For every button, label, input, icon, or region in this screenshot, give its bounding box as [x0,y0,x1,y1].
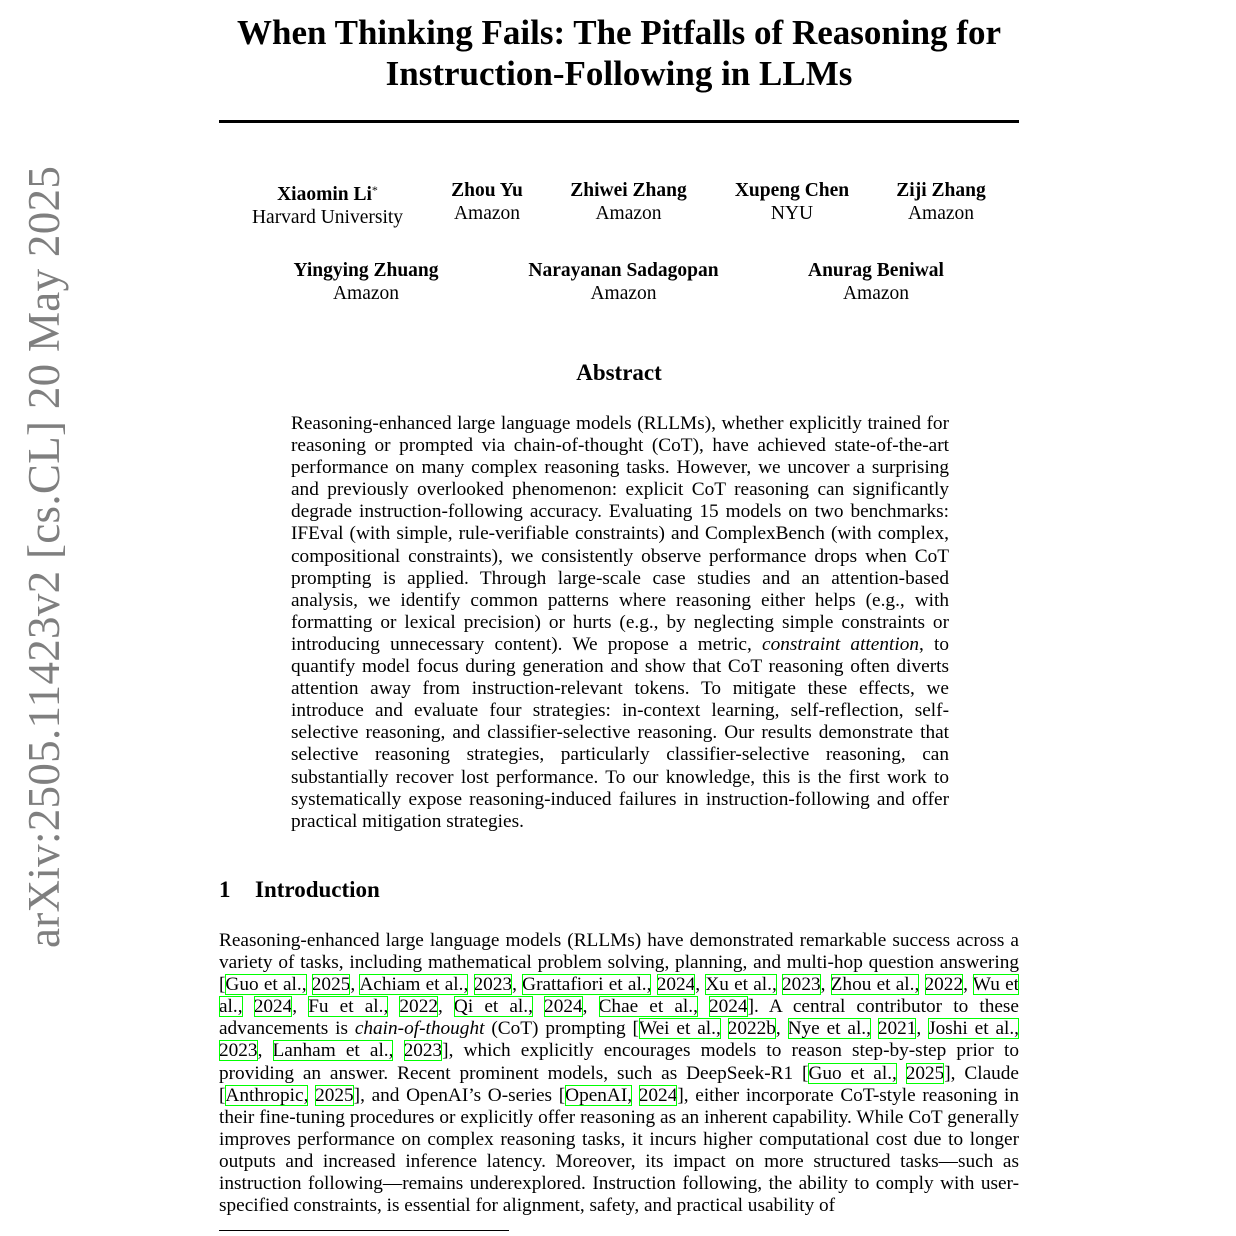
citation-link[interactable]: Grattafiori et al., 2024, [522,974,701,996]
author-affiliation: Amazon [595,203,662,224]
citation-link[interactable]: Zhou et al., 2022, [830,974,968,996]
author-affiliation: Amazon [907,203,975,224]
citation-link[interactable]: Joshi et al., 2023, [219,1018,1020,1062]
author-name: Zhiwei Zhang [570,180,687,201]
citation-link[interactable]: Chae et al., 2024 [598,996,748,1018]
author-2 [447,179,527,225]
author-affiliation: Amazon [842,283,910,304]
citation-link[interactable]: Wu et al., 2024, [219,974,1020,1018]
section-number: 1 [219,877,231,902]
citation-link[interactable]: Qi et al., 2024, [453,996,588,1018]
citation-link[interactable]: Anthropic, 2025 [225,1084,354,1106]
abstract-heading: Abstract [576,360,662,385]
author-affiliation: Amazon [590,283,657,304]
citation-link[interactable]: Fu et al., 2022, [308,996,443,1018]
section-title: Introduction [255,877,380,902]
author-name: Narayanan Sadagopan [528,260,719,281]
citation-link[interactable]: Wei et al., 2022b, [638,1018,781,1040]
author-affiliation: Amazon [332,283,400,304]
author-4 [731,179,853,225]
author-7 [521,259,726,305]
paper-title: When Thinking Fails: The Pitfalls of Reasoning for Instruction-Following in LLMs [237,13,1001,93]
footnote-rule [219,1230,509,1231]
abstract-text: Reasoning-enhanced large language models (RLLMs), whether explicitly trained for reasoning or prompted via chain-of-thought (CoT), have achieved state-of-the-art performance on many complex reasoning tasks. However, we uncover a surprising and previously overlooked phenomenon: explicit CoT reasoning can significantly degrade instruction-following accuracy. Evaluating 15 models on two benchmarks: IFEval (with simple, rule-verifiable constraints) and ComplexBench (with complex, compositional constraints), we consistently observe performance drops when CoT prompting is applied. Through large-scale case studies and an attention-based analysis, we identify common patterns where reasoning either helps (e.g., with formatting or lexical precision) or hurts (e.g., by neglecting simple constraints or introducing unnecessary content). We propose a metric, constraint attention, to quantify model focus during generation and show that CoT reasoning often diverts attention away from instruction-relevant tokens. To mitigate these effects, we introduce and evaluate four strategies: in-context learning, self-reflection, self-selective reasoning, and classifier-selective reasoning. Our results demonstrate that selective reasoning strategies, particularly classifier-selective reasoning, can substantially recover lost performance. To our knowledge, this is the first work to systematically expose reasoning-induced failures in instruction-following and offer practical mitigation strategies. [291,413,949,832]
title-rule [219,120,1019,123]
citation-link[interactable]: Achiam et al., 2023, [359,974,517,996]
author-affiliation: Amazon [453,203,521,224]
author-5 [892,179,990,225]
author-name: Zhou Yu [451,180,523,201]
citation-link[interactable]: Nye et al., 2021, [787,1018,922,1040]
citation-link[interactable]: OpenAI, 2024 [565,1084,678,1106]
author-affiliation: Harvard University [251,207,404,228]
abstract-emphasis: constraint attention [762,633,919,655]
author-name: Xupeng Chen [734,180,850,201]
citation-link[interactable]: Guo et al., 2025, [225,974,356,996]
author-footnote-mark: * [371,183,378,197]
citation-link[interactable]: Xu et al., 2023, [705,974,826,996]
introduction-text: Reasoning-enhanced large language models (RLLMs) have demonstrated remarkable success across a variety of tasks, including mathematical problem solving, planning, and multi-hop question answering [Guo et al., 2025, Achiam et al., 2023, Grattafiori et al., 2024, Xu et al., 2023, Zhou et al., 2022, Wu et al., 2024, Fu et al., 2022, Qi et al., 2024, Chae et al., 2024]. A central contributor to these advancements is chain-of-thought (CoT) prompting [Wei et al., 2022b, Nye et al., 2021, Joshi et al., 2023, Lanham et al., 2023], which explicitly encourages models to reason step-by-step prior to providing an answer. Recent prominent models, such as DeepSeek-R1 [Guo et al., 2025], Claude [Anthropic, 2025], and OpenAI’s O-series [OpenAI, 2024], either incorporate CoT-style reasoning in their fine-tuning procedures or explicitly offer reasoning as an inherent capability. While CoT generally improves performance on complex reasoning tasks, it incurs higher computational cost due to longer outputs and increased inference latency. Moreover, its impact on more structured tasks—such as instruction following—remains underexplored. Instruction following, the ability to comply with user-specified constraints, is essential for alignment, safety, and practical usability of [219,930,1020,1217]
author-name: Anurag Beniwal [808,260,944,281]
author-1 [250,179,405,229]
author-6 [286,259,446,305]
citation-link[interactable]: Guo et al., 2025 [808,1062,945,1084]
author-name: Yingying Zhuang [293,260,439,281]
author-name: Xiaomin Li [277,184,372,205]
author-3 [566,179,691,225]
citation-link[interactable]: Lanham et al., 2023 [272,1040,443,1062]
intro-emphasis: chain-of-thought [354,1018,485,1040]
arxiv-identifier: arXiv:2505.11423v2 [cs.CL] 20 May 2025 [19,165,69,948]
author-name: Ziji Zhang [896,180,986,201]
author-8 [802,259,950,305]
section-heading-introduction [219,877,380,903]
author-affiliation: NYU [770,203,814,224]
